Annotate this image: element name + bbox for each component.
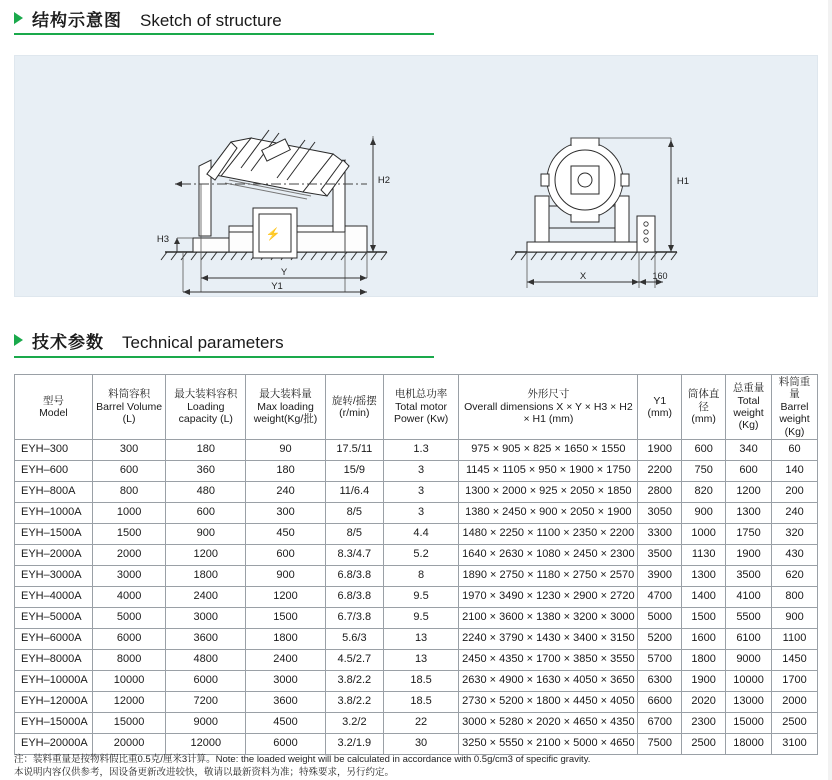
- table-header-row: [15, 375, 818, 440]
- table-cell: 975 × 905 × 825 × 1650 × 1550: [459, 439, 638, 460]
- column-header-8: [682, 375, 726, 440]
- table-row: [15, 733, 818, 754]
- table-cell: 820: [682, 481, 726, 502]
- table-cell: 2100 × 3600 × 1380 × 3200 × 3000: [459, 607, 638, 628]
- table-cell: 1800: [682, 649, 726, 670]
- table-cell: 3050: [638, 502, 682, 523]
- table-cell: 3.2/1.9: [325, 733, 383, 754]
- table-cell: 1750: [726, 523, 772, 544]
- table-cell: 1500: [682, 607, 726, 628]
- table-row: [15, 544, 818, 565]
- cell-model: EYH–6000A: [15, 628, 93, 649]
- table-cell: 3: [383, 460, 459, 481]
- column-header-cn: 最大装料量: [259, 388, 312, 401]
- table-cell: 4100: [726, 586, 772, 607]
- table-cell: 2400: [166, 586, 246, 607]
- table-cell: 2300: [682, 712, 726, 733]
- table-cell: 3000 × 5280 × 2020 × 4650 × 4350: [459, 712, 638, 733]
- table-cell: 6000: [166, 670, 246, 691]
- table-cell: 7200: [166, 691, 246, 712]
- table-cell: 6000: [246, 733, 326, 754]
- table-cell: 5000: [92, 607, 166, 628]
- table-cell: 3000: [246, 670, 326, 691]
- table-cell: 300: [92, 439, 166, 460]
- spec-table: [14, 374, 818, 755]
- table-cell: 30: [383, 733, 459, 754]
- table-row: [15, 460, 818, 481]
- table-row: [15, 523, 818, 544]
- table-cell: 3: [383, 502, 459, 523]
- cell-model: EYH–15000A: [15, 712, 93, 733]
- table-cell: 1300: [726, 502, 772, 523]
- table-cell: 10000: [726, 670, 772, 691]
- cell-model: EYH–1500A: [15, 523, 93, 544]
- table-cell: 90: [246, 439, 326, 460]
- column-header-en: Max loading weight(Kg/批): [253, 400, 318, 426]
- table-cell: 20000: [92, 733, 166, 754]
- svg-text:H2: H2: [377, 175, 391, 186]
- column-header-en: Total weight (Kg): [733, 394, 764, 432]
- cell-model: EYH–3000A: [15, 565, 93, 586]
- svg-text:Y1: Y1: [271, 281, 283, 292]
- column-header-en: (r/min): [339, 406, 370, 419]
- table-cell: 1900: [682, 670, 726, 691]
- table-cell: 3.2/2: [325, 712, 383, 733]
- table-cell: 6.8/3.8: [325, 565, 383, 586]
- cell-model: EYH–4000A: [15, 586, 93, 607]
- table-cell: 6700: [638, 712, 682, 733]
- table-cell: 1900: [726, 544, 772, 565]
- table-cell: 3250 × 5550 × 2100 × 5000 × 4650: [459, 733, 638, 754]
- table-cell: 1600: [682, 628, 726, 649]
- table-cell: 750: [682, 460, 726, 481]
- table-cell: 2730 × 5200 × 1800 × 4450 × 4050: [459, 691, 638, 712]
- table-row: [15, 502, 818, 523]
- column-header-cn: 料筒容积: [108, 388, 151, 401]
- table-cell: 8.3/4.7: [325, 544, 383, 565]
- column-header-cn: 筒体直径: [687, 388, 720, 413]
- table-cell: 17.5/11: [325, 439, 383, 460]
- table-cell: 240: [772, 502, 818, 523]
- column-header-cn: 电机总功率: [394, 388, 448, 401]
- table-cell: 240: [246, 481, 326, 502]
- table-cell: 9.5: [383, 607, 459, 628]
- section-heading-parameters: [0, 328, 284, 353]
- table-cell: 1700: [772, 670, 818, 691]
- section-title-cn: 结构示意图: [32, 11, 122, 30]
- table-row: [15, 712, 818, 733]
- table-cell: 200: [772, 481, 818, 502]
- table-cell: 1145 × 1105 × 950 × 1900 × 1750: [459, 460, 638, 481]
- section-heading-structure: [0, 6, 282, 31]
- table-cell: 3000: [92, 565, 166, 586]
- column-header-7: [638, 375, 682, 440]
- section-title-en: Technical parameters: [122, 333, 284, 352]
- table-cell: 3300: [638, 523, 682, 544]
- table-cell: 1900: [638, 439, 682, 460]
- table-cell: 13: [383, 649, 459, 670]
- table-cell: 2500: [682, 733, 726, 754]
- table-cell: 2500: [772, 712, 818, 733]
- table-row: [15, 565, 818, 586]
- table-cell: 1450: [772, 649, 818, 670]
- column-header-9: [726, 375, 772, 440]
- table-cell: 1800: [246, 628, 326, 649]
- table-cell: 13: [383, 628, 459, 649]
- table-cell: 360: [166, 460, 246, 481]
- table-cell: 900: [682, 502, 726, 523]
- column-header-en: (mm): [647, 406, 673, 419]
- column-header-0: [15, 375, 93, 440]
- column-header-6: [459, 375, 638, 440]
- table-cell: 1000: [92, 502, 166, 523]
- table-row: [15, 439, 818, 460]
- table-cell: 9000: [726, 649, 772, 670]
- table-cell: 5000: [638, 607, 682, 628]
- table-cell: 12000: [92, 691, 166, 712]
- svg-text:Y: Y: [280, 267, 288, 278]
- table-cell: 320: [772, 523, 818, 544]
- column-header-en: Loading capacity (L): [178, 400, 233, 426]
- column-header-en: Model: [39, 406, 68, 419]
- table-cell: 6.8/3.8: [325, 586, 383, 607]
- table-cell: 4800: [166, 649, 246, 670]
- column-header-en: Total motor Power (Kw): [393, 400, 449, 426]
- column-header-cn: Y1: [653, 394, 667, 407]
- column-header-en: Barrel weight (Kg): [779, 400, 810, 438]
- cell-model: EYH–300: [15, 439, 93, 460]
- table-cell: 2450 × 4350 × 1700 × 3850 × 3550: [459, 649, 638, 670]
- table-cell: 600: [682, 439, 726, 460]
- svg-text:H3: H3: [156, 234, 170, 245]
- table-cell: 8: [383, 565, 459, 586]
- table-cell: 1640 × 2630 × 1080 × 2450 × 2300: [459, 544, 638, 565]
- table-cell: 600: [92, 460, 166, 481]
- table-cell: 1200: [726, 481, 772, 502]
- table-cell: 12000: [166, 733, 246, 754]
- column-header-2: [166, 375, 246, 440]
- table-cell: 2020: [682, 691, 726, 712]
- cell-model: EYH–10000A: [15, 670, 93, 691]
- column-header-3: [246, 375, 326, 440]
- column-header-en: Overall dimensions X × Y × H3 × H2 × H1 (mm): [464, 400, 633, 426]
- page-edge-sliver: [828, 0, 832, 780]
- table-cell: 3.8/2.2: [325, 691, 383, 712]
- table-cell: 15000: [92, 712, 166, 733]
- column-header-cn: 型号: [42, 394, 64, 407]
- table-cell: 450: [246, 523, 326, 544]
- spec-table-body: [15, 439, 818, 754]
- table-cell: 1300 × 2000 × 925 × 2050 × 1850: [459, 481, 638, 502]
- table-cell: 1400: [682, 586, 726, 607]
- table-cell: 1500: [92, 523, 166, 544]
- table-row: [15, 691, 818, 712]
- table-cell: 18000: [726, 733, 772, 754]
- table-cell: 10000: [92, 670, 166, 691]
- table-cell: 2800: [638, 481, 682, 502]
- triangle-right-icon: [14, 334, 23, 346]
- table-cell: 3600: [246, 691, 326, 712]
- cell-model: EYH–2000A: [15, 544, 93, 565]
- table-cell: 15000: [726, 712, 772, 733]
- column-header-en: Barrel Volume (L): [96, 400, 163, 426]
- footnotes: [14, 754, 818, 780]
- table-cell: 900: [246, 565, 326, 586]
- table-cell: 1100: [772, 628, 818, 649]
- cell-model: EYH–1000A: [15, 502, 93, 523]
- table-row: [15, 607, 818, 628]
- spec-table-head: [15, 375, 818, 440]
- table-cell: 1.3: [383, 439, 459, 460]
- table-cell: 2200: [638, 460, 682, 481]
- table-cell: 8000: [92, 649, 166, 670]
- svg-text:⚡: ⚡: [265, 227, 281, 241]
- section-title-cn: 技术参数: [32, 333, 104, 352]
- table-cell: 60: [772, 439, 818, 460]
- column-header-cn: 旋转/摇摆: [331, 394, 377, 407]
- svg-text:X: X: [579, 271, 587, 282]
- table-cell: 620: [772, 565, 818, 586]
- table-row: [15, 670, 818, 691]
- table-cell: 800: [772, 586, 818, 607]
- table-cell: 18.5: [383, 691, 459, 712]
- table-row: [15, 628, 818, 649]
- table-cell: 430: [772, 544, 818, 565]
- table-cell: 9.5: [383, 586, 459, 607]
- table-cell: 600: [166, 502, 246, 523]
- table-cell: 3500: [726, 565, 772, 586]
- table-cell: 15/9: [325, 460, 383, 481]
- table-cell: 1890 × 2750 × 1180 × 2750 × 2570: [459, 565, 638, 586]
- table-cell: 4500: [246, 712, 326, 733]
- table-cell: 1300: [682, 565, 726, 586]
- table-cell: 900: [166, 523, 246, 544]
- table-cell: 800: [92, 481, 166, 502]
- cell-model: EYH–8000A: [15, 649, 93, 670]
- table-cell: 4000: [92, 586, 166, 607]
- table-cell: 3100: [772, 733, 818, 754]
- table-cell: 5.6/3: [325, 628, 383, 649]
- table-cell: 1380 × 2450 × 900 × 2050 × 1900: [459, 502, 638, 523]
- table-cell: 5700: [638, 649, 682, 670]
- cell-model: EYH–5000A: [15, 607, 93, 628]
- table-cell: 1000: [682, 523, 726, 544]
- column-header-cn: 总重量: [732, 382, 765, 395]
- spec-table-container: [14, 374, 818, 755]
- table-cell: 3600: [166, 628, 246, 649]
- table-cell: 4700: [638, 586, 682, 607]
- table-cell: 300: [246, 502, 326, 523]
- table-cell: 1200: [246, 586, 326, 607]
- table-cell: 11/6.4: [325, 481, 383, 502]
- triangle-right-icon: [14, 12, 23, 24]
- table-cell: 4.4: [383, 523, 459, 544]
- table-cell: 9000: [166, 712, 246, 733]
- table-cell: 3900: [638, 565, 682, 586]
- table-row: [15, 586, 818, 607]
- table-cell: 2630 × 4900 × 1630 × 4050 × 3650: [459, 670, 638, 691]
- table-cell: 6100: [726, 628, 772, 649]
- table-row: [15, 649, 818, 670]
- column-header-4: [325, 375, 383, 440]
- column-header-10: [772, 375, 818, 440]
- cell-model: EYH–800A: [15, 481, 93, 502]
- table-cell: 5500: [726, 607, 772, 628]
- table-cell: 1800: [166, 565, 246, 586]
- column-header-cn: 外形尺寸: [527, 388, 570, 401]
- footnote-line-1: 注：装料重量是按物料假比重0.5克/厘米3计算。Note: the loaded weight will be calculated in accordance with 0.5g/cm3 of specific gravity.: [14, 754, 591, 765]
- table-cell: 13000: [726, 691, 772, 712]
- column-header-en: (mm): [691, 413, 716, 426]
- cell-model: EYH–12000A: [15, 691, 93, 712]
- table-cell: 3.8/2.2: [325, 670, 383, 691]
- structure-diagram-svg: [15, 56, 819, 298]
- table-cell: 1130: [682, 544, 726, 565]
- table-cell: 8/5: [325, 523, 383, 544]
- table-cell: 18.5: [383, 670, 459, 691]
- table-cell: 140: [772, 460, 818, 481]
- column-header-cn: 最大装料容积: [174, 388, 238, 401]
- table-cell: 6000: [92, 628, 166, 649]
- table-cell: 1480 × 2250 × 1100 × 2350 × 2200: [459, 523, 638, 544]
- table-cell: 3000: [166, 607, 246, 628]
- table-cell: 2000: [92, 544, 166, 565]
- table-cell: 2240 × 3790 × 1430 × 3400 × 3150: [459, 628, 638, 649]
- table-cell: 4.5/2.7: [325, 649, 383, 670]
- table-cell: 6600: [638, 691, 682, 712]
- table-cell: 3500: [638, 544, 682, 565]
- column-header-1: [92, 375, 166, 440]
- table-cell: 7500: [638, 733, 682, 754]
- table-cell: 600: [246, 544, 326, 565]
- table-cell: 480: [166, 481, 246, 502]
- table-cell: 1970 × 3490 × 1230 × 2900 × 2720: [459, 586, 638, 607]
- table-cell: 22: [383, 712, 459, 733]
- svg-text:H1: H1: [676, 176, 690, 187]
- section-rule-parameters: [14, 356, 434, 358]
- table-cell: 2000: [772, 691, 818, 712]
- svg-text:160: 160: [652, 271, 668, 281]
- table-cell: 8/5: [325, 502, 383, 523]
- table-cell: 2400: [246, 649, 326, 670]
- table-cell: 180: [166, 439, 246, 460]
- table-cell: 1500: [246, 607, 326, 628]
- table-cell: 5200: [638, 628, 682, 649]
- cell-model: EYH–20000A: [15, 733, 93, 754]
- section-title-en: Sketch of structure: [140, 11, 282, 30]
- footnote-line-2: 本说明内容仅供参考，因设备更新改进较快，敬请以最新资料为准；特殊要求，另行约定。: [14, 766, 395, 778]
- table-row: [15, 481, 818, 502]
- table-cell: 600: [726, 460, 772, 481]
- table-cell: 1200: [166, 544, 246, 565]
- cell-model: EYH–600: [15, 460, 93, 481]
- structure-diagram-panel: [14, 55, 818, 297]
- table-cell: 5.2: [383, 544, 459, 565]
- table-cell: 340: [726, 439, 772, 460]
- table-cell: 6.7/3.8: [325, 607, 383, 628]
- table-cell: 900: [772, 607, 818, 628]
- column-header-cn: 料筒重量: [778, 376, 811, 401]
- table-cell: 6300: [638, 670, 682, 691]
- table-cell: 3: [383, 481, 459, 502]
- column-header-5: [383, 375, 459, 440]
- section-rule-structure: [14, 33, 434, 35]
- table-cell: 180: [246, 460, 326, 481]
